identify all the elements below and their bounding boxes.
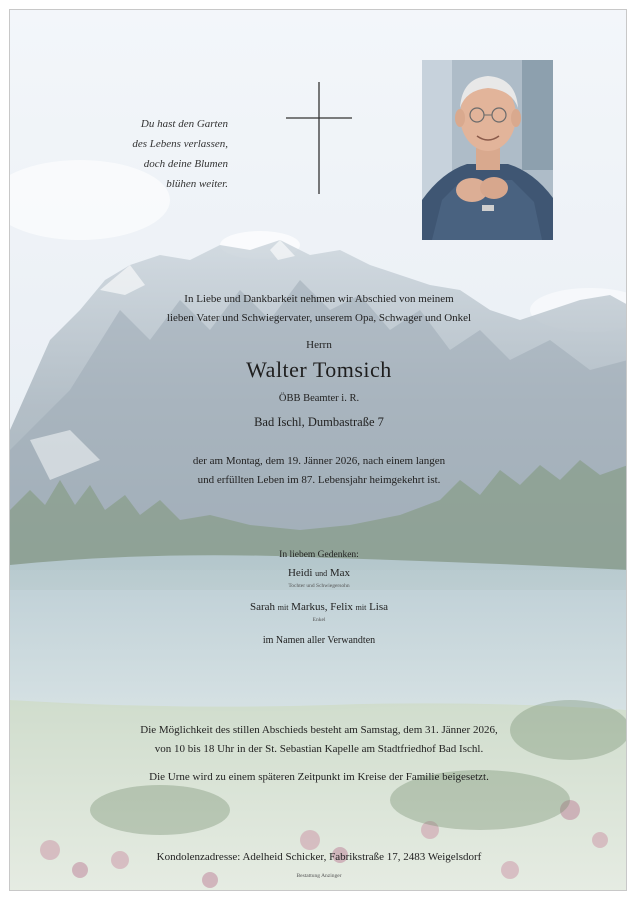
undertaker: Bestattung Anzinger [296,873,342,879]
heirs-row-1 [10,565,627,582]
heir-name: Felix [330,601,353,613]
condolence-address: Kondolenzadresse: Adelheid Schicker, Fabrikstraße 17, 2483 Weigelsdorf [156,851,482,863]
memorial-quote [78,114,228,194]
heirs-row-2 [10,599,627,616]
death-line-1: der am Montag, dem 19. Jänner 2026, nach einem langen [192,455,446,467]
quote-line: blühen weiter. [166,178,228,190]
salutation: Herrn [306,339,332,351]
heir-name: Lisa [369,601,389,613]
farewell-text [10,721,627,759]
cross-icon [286,82,352,194]
quote-line: doch deine Blumen [143,158,228,170]
connector-word: mit [355,603,367,612]
connector-word: mit [277,603,289,612]
urn-text: Die Urne wird zu einem späteren Zeitpunkt im Kreise der Familie beigesetzt. [149,771,489,783]
heir-name: Heidi [287,567,313,579]
farewell-line-1: Die Möglichkeit des stillen Abschieds besteht am Samstag, dem 31. Jänner 2026, [140,724,498,736]
intro-text [10,290,627,328]
relatives-line: im Namen aller Verwandten [262,635,376,646]
deceased-name: Walter Tomsich [246,357,392,382]
portrait-photo [422,60,553,240]
death-text [10,452,627,490]
connector-word: und [315,569,328,578]
intro-line-1: In Liebe und Dankbarkeit nehmen wir Abschied von meinem [184,293,454,305]
intro-line-2: lieben Vater und Schwiegervater, unserem Opa, Schwager und Onkel [166,312,472,324]
heir-name: Markus, [291,601,328,613]
heir-name: Max [329,567,351,579]
death-line-2: und erfüllten Leben im 87. Lebensjahr heimgekehrt ist. [197,474,441,486]
heirs-role-1: Tochter und Schwiegersohn [288,583,350,589]
obituary-frame [9,9,627,891]
deceased-profession: ÖBB Beamter i. R. [278,393,360,404]
farewell-line-2: von 10 bis 18 Uhr in der St. Sebastian Kapelle am Stadtfriedhof Bad Ischl. [154,743,484,755]
deceased-address: Bad Ischl, Dumbastraße 7 [254,415,384,429]
heirs-role-2: Enkel [312,617,326,623]
heir-name: Sarah [249,601,275,613]
quote-line: Du hast den Garten [140,118,228,130]
quote-line: des Lebens verlassen, [132,138,228,150]
memory-heading: In liebem Gedenken: [279,550,359,560]
